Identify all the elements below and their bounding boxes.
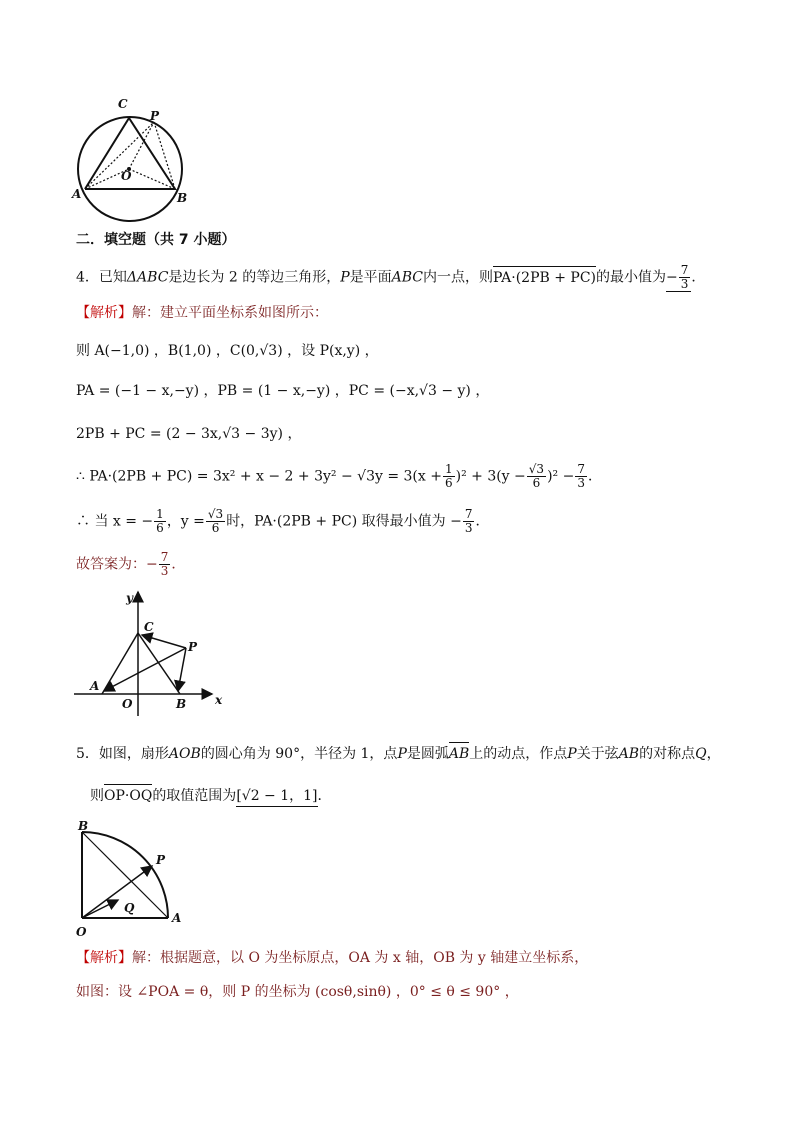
q5-text-a: 如图，扇形: [98, 746, 169, 762]
q5-chord: AB: [618, 746, 640, 762]
solution-4-line-1: 则 A(−1,0) ，B(1,0) ，C(0,√3) ，设 P(x,y) ，: [76, 343, 379, 359]
s4-answer-end: ．: [171, 556, 186, 573]
q5-end: ．: [317, 788, 332, 804]
q4-answer-blank: [666, 264, 691, 292]
q4-triangle: ΔABC: [126, 269, 169, 286]
fig3-label-a: A: [172, 911, 182, 925]
fig2-label-y: y: [126, 591, 133, 605]
q4-answer-fraction: [679, 264, 691, 291]
solution-5-line-1: [76, 948, 588, 968]
fig3-label-q: Q: [124, 901, 135, 915]
q5-point-p: P: [397, 746, 407, 762]
fig1-label-c: C: [118, 97, 128, 111]
figure-coordinate-system: [72, 588, 232, 718]
solution-5-text-1: 解：根据题意，以 O 为坐标原点，OA 为 x 轴，OB 为 y 轴建立坐标系，: [132, 950, 589, 966]
s4-l5-a: ∴ 当 x = −: [76, 513, 154, 530]
q4-plane: ABC: [391, 269, 424, 286]
s4-l4-f1-num: 1: [444, 462, 453, 476]
s4-l5-c: 时，PA·(2PB + PC) 取得最小值为 −: [226, 513, 462, 530]
s4-l5-frac-3: [463, 508, 475, 535]
s4-l4-left: ∴ PA·(2PB + PC) = 3x² + x − 2 + 3y² − √3y = 3(x +: [76, 468, 442, 485]
fig1-label-o: O: [121, 169, 132, 183]
q4-text-a: 已知: [98, 269, 127, 286]
fig2-label-b: B: [176, 697, 187, 711]
figure-circle-triangle: [68, 92, 208, 222]
s4-l4-frac-1: [443, 463, 455, 490]
q5-answer-blank: [√2 − 1，1]: [236, 786, 317, 807]
q4-end: ．: [691, 269, 706, 286]
solution-4-intro: 解：建立平面坐标系如图所示：: [132, 305, 328, 321]
q5-point-q: Q: [695, 746, 707, 762]
solution-4-answer: [76, 551, 185, 578]
q5-line2-a: 则: [90, 788, 104, 804]
q4-text-c: 是平面: [349, 269, 392, 286]
solution-5-tag: 【解析】: [76, 950, 132, 966]
question-5-line-1: [76, 744, 721, 764]
question-5-line-2: [90, 786, 332, 807]
q5-arc: AB: [448, 746, 470, 762]
fig2-label-x: x: [215, 693, 223, 707]
fig2-label-p: P: [188, 640, 198, 654]
s4-l4-right: )² −: [547, 468, 575, 485]
q4-text-d: 内一点，则: [423, 269, 494, 286]
q5-number: 5．: [76, 746, 99, 762]
s4-l5-f3-num: 7: [464, 507, 473, 521]
solution-4-line-4: [76, 463, 602, 490]
s4-l4-end: ．: [587, 468, 602, 485]
fig1-label-a: A: [72, 187, 82, 201]
s4-l5-frac-2: [206, 508, 225, 535]
q4-answer-sign: −: [666, 269, 678, 286]
q4-text-e: 的最小值为: [596, 269, 667, 286]
fig2-label-o: O: [122, 697, 133, 711]
fig3-label-o: O: [76, 925, 87, 939]
q5-text-d: 上的动点，作点: [469, 746, 568, 762]
question-4: [76, 264, 705, 292]
s4-l5-f2-num: √3: [207, 507, 224, 521]
s4-answer-fraction: [159, 551, 171, 578]
s4-l4-f1-den: 6: [444, 476, 453, 490]
s4-l4-mid: )² + 3(y −: [455, 468, 526, 485]
solution-4-intro-line: [76, 303, 328, 323]
s4-l5-f2-den: 6: [211, 521, 220, 535]
fig3-label-p: P: [156, 853, 166, 867]
q4-expression: PA·(2PB + PC): [493, 269, 597, 286]
s4-l4-frac-2: [527, 463, 546, 490]
s4-l5-frac-1: [154, 508, 166, 535]
fig3-label-b: B: [78, 819, 89, 833]
s4-l5-f1-den: 6: [156, 521, 164, 535]
q5-text-c: 是圆弧: [406, 746, 449, 762]
q5-text-e: 关于弦: [576, 746, 619, 762]
s4-answer-num: 7: [160, 550, 169, 564]
solution-4-line-5: [76, 508, 489, 535]
q4-number: 4．: [76, 269, 99, 286]
q4-answer-denominator: 3: [680, 277, 689, 291]
q4-text-b: 是边长为 2 的等边三角形，: [168, 269, 341, 286]
q5-text-b: 的圆心角为 90°，半径为 1，点: [200, 746, 398, 762]
q5-text-f: 的对称点: [639, 746, 696, 762]
fig1-label-p: P: [150, 109, 160, 123]
q4-point-p: P: [340, 269, 350, 286]
fig1-label-b: B: [177, 191, 188, 205]
s4-answer-den: 3: [160, 564, 169, 578]
s4-l5-f3-den: 3: [464, 521, 473, 535]
q5-text-g: ，: [706, 746, 721, 762]
figure-sector: [72, 818, 192, 940]
s4-l4-f3-num: 7: [577, 462, 585, 476]
solution-5-line-2: 如图：设 ∠POA = θ，则 P 的坐标为 (cosθ,sinθ) ，0° ≤ θ ≤ 90° ，: [76, 984, 519, 1000]
s4-l5-b: ，y =: [166, 513, 205, 530]
s4-l4-f2-num: √3: [528, 462, 545, 476]
solution-4-tag: 【解析】: [76, 305, 132, 321]
s4-l4-f3-den: 3: [577, 476, 585, 490]
s4-l5-f1-num: 1: [156, 507, 164, 521]
fig2-label-a: A: [90, 679, 100, 693]
q5-line2-b: 的取值范围为: [152, 788, 237, 804]
solution-4-line-2: PA = (−1 − x,−y) ，PB = (1 − x,−y) ，PC = (−x,√3 − y) ，: [76, 383, 490, 399]
q5-sector: AOB: [168, 746, 201, 762]
solution-4-line-3: 2PB + PC = (2 − 3x,√3 − 3y) ，: [76, 426, 302, 442]
section-heading: 二．填空题（共 7 小题）: [76, 232, 236, 248]
s4-l5-end: ．: [475, 513, 490, 530]
q4-answer-numerator: 7: [680, 263, 689, 277]
fig2-label-c: C: [144, 620, 154, 634]
s4-answer-label: 故答案为：−: [76, 556, 158, 573]
s4-l4-f2-den: 6: [532, 476, 541, 490]
q5-point-p-2: P: [567, 746, 577, 762]
q5-expression: OP·OQ: [104, 788, 153, 804]
s4-l4-frac-3: [575, 463, 587, 490]
